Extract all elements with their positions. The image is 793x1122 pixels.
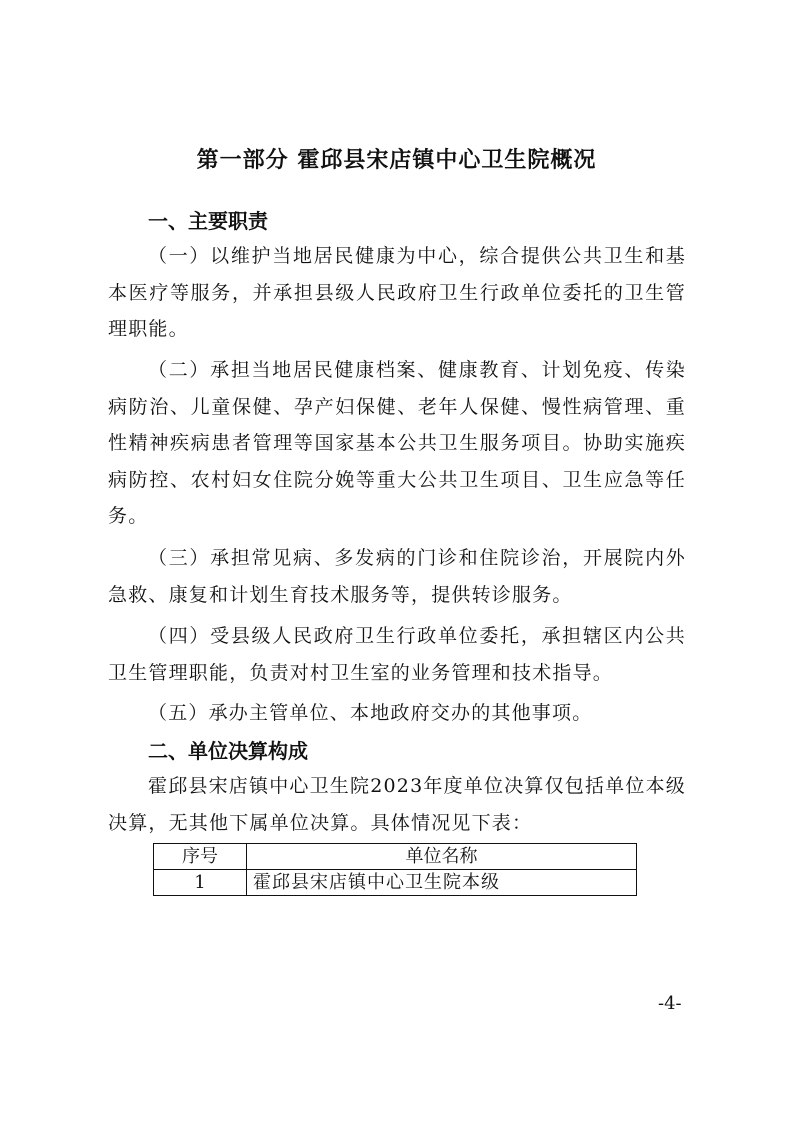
composition-paragraph: 霍邱县宋店镇中心卫生院2023年度单位决算仅包括单位本级决算，无其他下属单位决算。具体情况见下表： xyxy=(108,775,686,834)
table-row xyxy=(154,870,637,896)
page-title: 第一部分 霍邱县宋店镇中心卫生院概况 xyxy=(196,148,597,173)
duty-paragraph-2: （二）承担当地居民健康档案、健康教育、计划免疫、传染病防治、儿童保健、孕产妇保健、老年人保健、慢性病管理、重性精神疾病患者管理等国家基本公共卫生服务项目。协助实施疾病防控、农村妇女住院分娩等重大公共卫生项目、卫生应急等任务。 xyxy=(108,359,686,527)
duty-paragraph-4: （四）受县级人民政府卫生行政单位委托，承担辖区内公共卫生管理职能，负责对村卫生室的业务管理和技术指导。 xyxy=(108,625,686,684)
table-cell: 霍邱县宋店镇中心卫生院本级 xyxy=(247,870,637,896)
table-header-cell: 序号 xyxy=(154,844,247,870)
table-header-row xyxy=(154,844,637,870)
duty-paragraph-3: （三）承担常见病、多发病的门诊和住院诊治，开展院内外急救、康复和计划生育技术服务等，提供转诊服务。 xyxy=(108,547,686,606)
page-number: -4- xyxy=(658,993,682,1014)
unit-table xyxy=(153,843,637,896)
section-heading-duties: 一、主要职责 xyxy=(148,209,268,233)
section-heading-composition: 二、单位决算构成 xyxy=(148,739,308,763)
duty-paragraph-1: （一）以维护当地居民健康为中心，综合提供公共卫生和基本医疗等服务，并承担县级人民政府卫生行政单位委托的卫生管理职能。 xyxy=(108,245,686,340)
table-cell: 1 xyxy=(154,870,247,896)
duty-paragraph-5: （五）承办主管单位、本地政府交办的其他事项。 xyxy=(148,702,593,724)
table-header-cell: 单位名称 xyxy=(247,844,637,870)
